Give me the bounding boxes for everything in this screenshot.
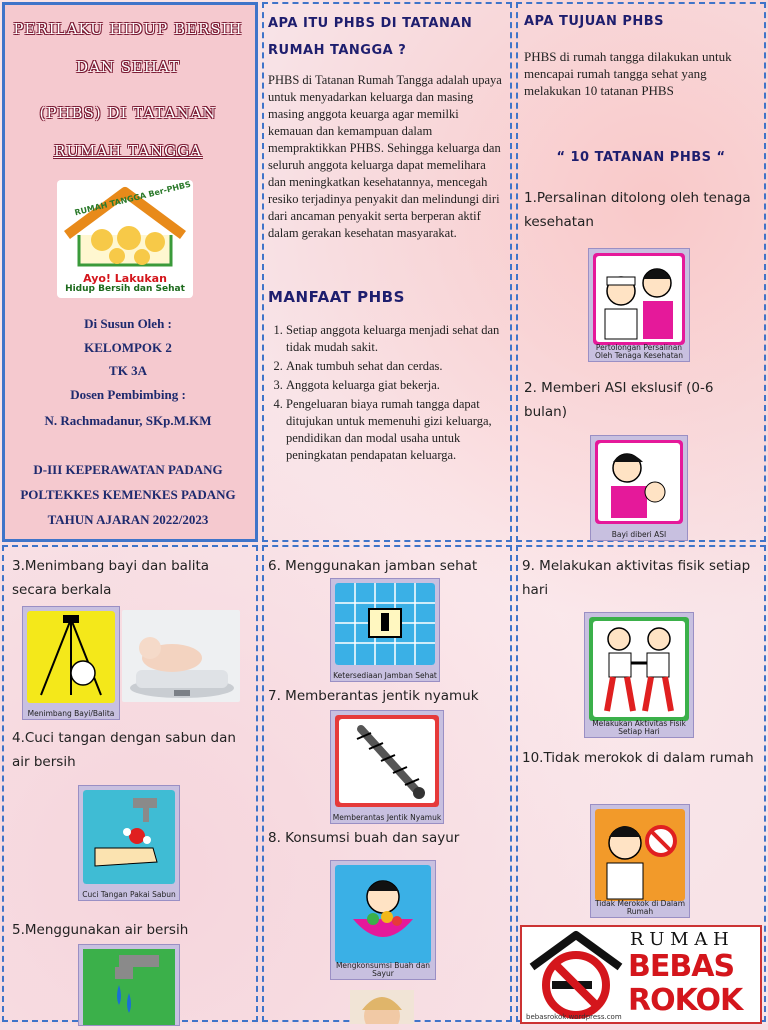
latrine-icon [335,583,435,665]
purpose-heading: APA TUJUAN PHBS [524,14,665,29]
badge-bebas: BEBAS [628,949,735,984]
fruit-vegetable-icon [335,865,431,963]
item-2-card [590,435,688,541]
item-1-title: 1.Persalinan ditolong oleh tenaga kesehatan [524,190,751,230]
item-4-title: 4.Cuci tangan dengan sabun dan air bersih [12,730,236,770]
academic-year: TAHUN AJARAN 2022/2023 [47,512,209,527]
item-1-card [588,248,690,362]
item-4-caption: Cuci Tangan Pakai Sabun [82,890,176,899]
advisor-name: N. Rachmadanur, SKp.M.KM [44,413,212,428]
cover-title-line-4: RUMAH TANGGA [54,142,202,160]
item-8-caption: Mengkonsumsi Buah dan Sayur [335,961,431,978]
weighing-icon [27,611,115,703]
definition-paragraph: PHBS di Tatanan Rumah Tangga adalah upaya untuk menyadarkan keluarga dan masing masing anggota keuarga agar memilki kemauan dan kemampuan dalam mempraktikkan PHBS. Sehingga keluarga dan seluruh anggota keluarga dapat memelihara dan meningkatkan kesehatannya, mencegah resiko terjadinya penyakit dan melindungi diri dari ancaman penyakit serta berperan aktif dalam gerakan kesehatan masyarakat. [268,73,502,240]
item-10-card [590,804,690,918]
physical-activity-icon [589,617,689,721]
woman-eating-photo [350,990,414,1024]
logo-top-text: RUMAH TANGGA Ber-PHBS [73,179,192,218]
mosquito-larva-icon [335,715,439,807]
logo-slogan-1: Ayo! Lakukan [83,272,167,285]
smoke-free-house-badge [520,925,762,1024]
advisor-label: Dosen Pembimbing : [70,387,186,402]
badge-rokok: ROKOK [628,983,743,1018]
cover-title-line-3: (PHBS) DI TATANAN [39,104,217,122]
item-9-title: 9. Melakukan aktivitas fisik setiap hari [522,558,751,598]
item-6-caption: Ketersediaan Jamban Sehat [333,671,437,680]
benefit-item: 3. Anggota keluarga giat bekerja. [286,377,516,394]
purpose-paragraph: PHBS di rumah tangga dilakukan untuk mencapai rumah tangga sehat yang melakukan 10 tatanan PHBS [524,49,732,98]
item-8-title: 8. Konsumsi buah dan sayur [268,830,460,846]
handwashing-icon [83,790,175,884]
item-8-card [330,860,436,980]
no-smoking-sign-icon [526,929,626,1019]
item-6-title: 6. Menggunakan jamban sehat [268,558,478,574]
item-6-card [330,578,440,682]
item-10-caption: Tidak Merokok di Dalam Rumah [594,899,686,916]
institution-line-1: D-III KEPERAWATAN PADANG [33,462,223,477]
ten-order-heading: “ 10 TATANAN PHBS “ [556,150,726,165]
item-2-caption: Bayi diberi ASI [611,530,667,539]
institution-line-2: POLTEKKES KEMENKES PADANG [20,487,236,502]
item-4-card [78,785,180,901]
no-smoking-icon [595,809,685,901]
badge-url: bebasrokok.wordpress.com [526,1013,622,1021]
class-name: TK 3A [109,363,147,378]
benefit-item: 1. Setiap anggota keluarga menjadi sehat dan tidak mudah sakit. [286,322,516,356]
item-10-title: 10.Tidak merokok di dalam rumah [522,750,754,766]
definition-heading: APA ITU PHBS DI TATANAN RUMAH TANGGA ? [268,16,473,58]
item-7-caption: Memberantas Jentik Nyamuk [332,813,442,822]
baby-on-scale-photo [122,610,240,702]
item-7-title: 7. Memberantas jentik nyamuk [268,688,479,704]
logo-slogan-2: Hidup Bersih dan Sehat [65,284,185,294]
item-5-title: 5.Menggunakan air bersih [12,922,189,938]
item-3-card [22,606,120,720]
breastfeeding-icon [595,440,683,524]
phbs-logo [57,180,193,298]
benefits-list [268,322,516,466]
item-2-title: 2. Memberi ASI ekslusif (0-6 bulan) [524,380,714,420]
item-3-title: 3.Menimbang bayi dan balita secara berkala [12,558,210,598]
group-name: KELOMPOK 2 [84,340,172,355]
item-9-caption: Melakukan Aktivitas Fisik Setiap Hari [592,719,686,736]
clean-water-icon [78,944,180,1026]
benefit-item: 2. Anak tumbuh sehat dan cerdas. [286,358,516,375]
author-label: Di Susun Oleh : [84,316,172,331]
item-7-card [330,710,444,824]
childbirth-icon [593,253,685,345]
badge-rumah: R U M A H [630,929,729,950]
item-1-caption: Pertolongan Persalinan Oleh Tenaga Kesehatan [594,343,684,360]
benefit-item: 4. Pengeluaran biaya rumah tangga dapat ditujukan untuk memenuhi gizi keluarga, pendidikan dan modal usaha untuk peningkatan pendapatan keluarga. [286,396,516,464]
cover-title-line-1: PERILAKU HIDUP BERSIH [13,20,243,38]
benefits-heading: MANFAAT PHBS [268,288,405,306]
item-9-card [584,612,694,738]
cover-title-line-2: DAN SEHAT [75,58,181,76]
item-3-caption: Menimbang Bayi/Balita [27,709,115,718]
